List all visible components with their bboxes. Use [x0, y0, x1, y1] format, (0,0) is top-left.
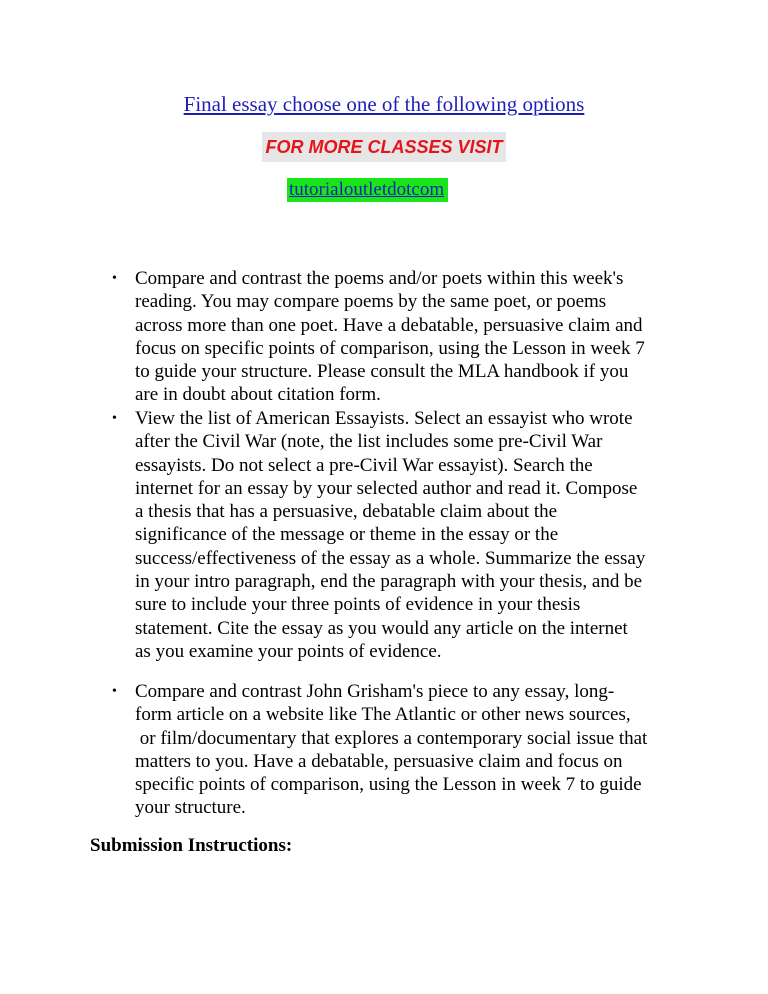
option-2-line: sure to include your three points of evidence in your thesis — [135, 594, 581, 616]
option-1-line: across more than one poet. Have a debatable, persuasive claim and — [135, 314, 643, 336]
option-1-line: to guide your structure. Please consult the MLA handbook if you — [135, 361, 629, 383]
option-3-line: Compare and contrast John Grisham's piece to any essay, long- — [135, 681, 615, 702]
option-3-line: form article on a website like The Atlantic or other news sources, — [135, 704, 631, 726]
bullet-icon: • — [112, 411, 117, 426]
option-3-line: matters to you. Have a debatable, persuasive claim and focus on — [135, 750, 623, 772]
option-1-line: Compare and contrast the poems and/or poets within this week's — [135, 268, 624, 289]
page-title — [0, 91, 768, 117]
option-1-line: reading. You may compare poems by the same poet, or poems — [135, 291, 607, 313]
option-2-line: a thesis that has a persuasive, debatable claim about the — [135, 501, 558, 523]
submission-heading: Submission Instructions: — [90, 835, 293, 856]
option-2-line: View the list of American Essayists. Select an essayist who wrote — [135, 408, 633, 429]
option-3-line: specific points of comparison, using the Lesson in week 7 to guide — [135, 774, 642, 796]
option-2-line: after the Civil War (note, the list includes some pre-Civil War — [135, 431, 603, 453]
option-1-line: are in doubt about citation form. — [135, 384, 381, 406]
option-1-line: focus on specific points of comparison, using the Lesson in week 7 — [135, 337, 645, 359]
option-2-line: essayists. Do not select a pre-Civil War essayist). Search the — [135, 454, 593, 476]
bullet-icon: • — [112, 684, 117, 699]
option-2-line: success/effectiveness of the essay as a whole. Summarize the essay — [135, 547, 646, 569]
option-2-line: internet for an essay by your selected author and read it. Compose — [135, 477, 638, 499]
bullet-icon: • — [112, 271, 117, 286]
option-2-line: as you examine your points of evidence. — [135, 640, 442, 662]
option-2-line: significance of the message or theme in the essay or the — [135, 524, 559, 546]
option-3-line: your structure. — [135, 797, 246, 819]
option-item-3 — [135, 680, 715, 820]
option-item-1 — [135, 267, 715, 407]
option-2-line: in your intro paragraph, end the paragraph with your thesis, and be — [135, 571, 643, 593]
page-title-text: Final essay choose one of the following options — [183, 92, 585, 116]
promo-banner: FOR MORE CLASSES VISIT — [262, 132, 506, 162]
option-3-line: or film/documentary that explores a contemporary social issue that — [135, 727, 648, 749]
option-item-2 — [135, 407, 715, 663]
site-link[interactable]: tutorialoutletdotcom — [287, 178, 448, 202]
option-2-line: statement. Cite the essay as you would any article on the internet — [135, 617, 628, 639]
